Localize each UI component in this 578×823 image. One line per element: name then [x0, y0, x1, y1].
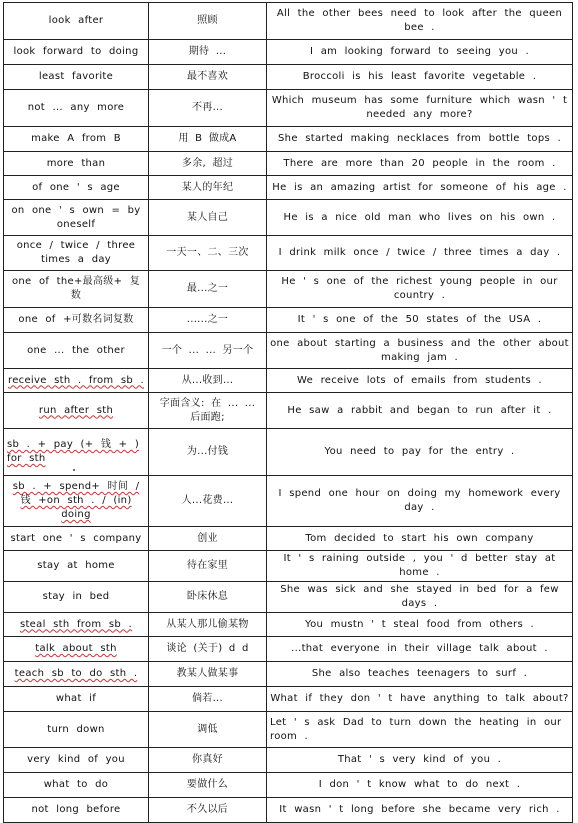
phrase-cell: of one ' s age: [4, 176, 149, 200]
phrase-cell: stay in bed: [4, 582, 149, 613]
table-row: [4, 90, 573, 127]
example-cell: I am looking forward to seeing you .: [267, 40, 573, 65]
table-row: [4, 176, 573, 200]
example-cell: It ' s one of the 50 states of the USA .: [267, 308, 573, 333]
phrase-cell: more than: [4, 152, 149, 176]
phrase-cell: [4, 429, 149, 476]
vocabulary-table-body: [4, 3, 573, 823]
table-row: [4, 798, 573, 823]
phrase-cell: stay at home: [4, 551, 149, 582]
example-cell: You mustn ' t steal food from others .: [267, 613, 573, 637]
table-row: [4, 662, 573, 687]
phrase-cell: look forward to doing: [4, 40, 149, 65]
table-row: [4, 200, 573, 236]
example-cell: He is an amazing artist for someone of his age .: [267, 176, 573, 200]
table-row: [4, 476, 573, 527]
table-row: [4, 333, 573, 369]
table-row: [4, 40, 573, 65]
meaning-cell: 调低: [149, 712, 267, 748]
meaning-cell: ......之一: [149, 308, 267, 333]
meaning-cell: 多余, 超过: [149, 152, 267, 176]
phrase-cell: least favorite: [4, 65, 149, 90]
meaning-cell: 待在家里: [149, 551, 267, 582]
phrase-cell: one of the+最高级+ 复数: [4, 271, 149, 308]
phrase-cell: [4, 637, 149, 662]
meaning-cell: 倘若...: [149, 687, 267, 712]
example-cell: Let ' s ask Dad to turn down the heating in our room .: [267, 712, 573, 748]
table-row: [4, 271, 573, 308]
table-row: [4, 687, 573, 712]
phrase-cell: [4, 393, 149, 429]
example-cell: All the other bees need to look after the queen bee .: [267, 3, 573, 40]
meaning-cell: 期待 ...: [149, 40, 267, 65]
table-row: [4, 127, 573, 152]
example-cell: That ' s very kind of you .: [267, 748, 573, 773]
meaning-cell: 不久以后: [149, 798, 267, 823]
phrase-cell: [4, 613, 149, 637]
example-cell: I drink milk once / twice / three times a day .: [267, 236, 573, 271]
phrase-cell: [4, 662, 149, 687]
table-row: [4, 65, 573, 90]
example-cell: What if they don ' t have anything to talk about?: [267, 687, 573, 712]
table-row: [4, 613, 573, 637]
table-row: [4, 308, 573, 333]
table-row: [4, 369, 573, 393]
table-row: [4, 429, 573, 476]
phrase-cell: one ... the other: [4, 333, 149, 369]
table-row: [4, 712, 573, 748]
meaning-cell: 用 B 做成A: [149, 127, 267, 152]
table-row: [4, 773, 573, 798]
phrase-text: run after sth: [38, 404, 114, 416]
meaning-cell: 最...之一: [149, 271, 267, 308]
meaning-cell: 教某人做某事: [149, 662, 267, 687]
example-cell: She was sick and she stayed in bed for a few days .: [267, 582, 573, 613]
example-cell: You need to pay for the entry .: [267, 429, 573, 476]
example-cell: She started making necklaces from bottle tops .: [267, 127, 573, 152]
meaning-cell: 从某人那儿偷某物: [149, 613, 267, 637]
example-cell: She also teaches teenagers to surf .: [267, 662, 573, 687]
phrase-cell: what if: [4, 687, 149, 712]
phrase-cell: not long before: [4, 798, 149, 823]
table-row: [4, 3, 573, 40]
table-row: [4, 748, 573, 773]
meaning-cell: 人...花费...: [149, 476, 267, 527]
meaning-cell: 要做什么: [149, 773, 267, 798]
table-row: [4, 236, 573, 271]
meaning-cell: 为...付钱: [149, 429, 267, 476]
example-cell: He is a nice old man who lives on his own .: [267, 200, 573, 236]
phrase-cell: not ... any more: [4, 90, 149, 127]
example-cell: Broccoli is his least favorite vegetable .: [267, 65, 573, 90]
phrase-text: sb . + spend+ 时间 / 钱 +on sth . / (in) doing: [12, 481, 140, 520]
meaning-cell: 某人的年纪: [149, 176, 267, 200]
example-cell: Which museum has some furniture which wasn ' t needed any more?: [267, 90, 573, 127]
example-cell: I spend one hour on doing my homework every day .: [267, 476, 573, 527]
table-row: [4, 152, 573, 176]
phrase-cell: very kind of you: [4, 748, 149, 773]
meaning-cell: 某人自己: [149, 200, 267, 236]
example-cell: It ' s raining outside , you ' d better stay at home .: [267, 551, 573, 582]
meaning-cell: 你真好: [149, 748, 267, 773]
example-cell: ...that everyone in their village talk about .: [267, 637, 573, 662]
phrase-text: steal sth from sb .: [19, 618, 133, 630]
example-cell: Tom decided to start his own company: [267, 527, 573, 551]
phrase-cell: [4, 369, 149, 393]
table-row: [4, 527, 573, 551]
table-row: [4, 551, 573, 582]
phrase-cell: start one ' s company: [4, 527, 149, 551]
phrase-cell: turn down: [4, 712, 149, 748]
phrase-text: receive sth . from sb .: [8, 374, 144, 386]
phrase-cell: look after: [4, 3, 149, 40]
phrase-cell: what to do: [4, 773, 149, 798]
meaning-cell: 从...收到...: [149, 369, 267, 393]
phrase-cell: one of +可数名词复数: [4, 308, 149, 333]
meaning-cell: 一天一、二、三次: [149, 236, 267, 271]
meaning-cell: 谈论 (关于) d d: [149, 637, 267, 662]
example-cell: He ' s one of the richest young people in our country .: [267, 271, 573, 308]
phrase-cell: make A from B: [4, 127, 149, 152]
phrase-cell: [4, 476, 149, 527]
meaning-cell: 照顾: [149, 3, 267, 40]
table-row: [4, 582, 573, 613]
phrase-cell: on one ' s own = by oneself: [4, 200, 149, 236]
example-cell: It wasn ' t long before she became very rich .: [267, 798, 573, 823]
meaning-cell: 最不喜欢: [149, 65, 267, 90]
meaning-cell: 卧床休息: [149, 582, 267, 613]
stray-dot-mark: [73, 469, 75, 471]
example-cell: I don ' t know what to do next .: [267, 773, 573, 798]
example-cell: We receive lots of emails from students .: [267, 369, 573, 393]
meaning-cell: 一个 ... ... 另一个: [149, 333, 267, 369]
example-cell: one about starting a business and the other about making jam .: [267, 333, 573, 369]
meaning-cell: 字面含义: 在 ... ... 后面跑;: [149, 393, 267, 429]
phrase-text: sb . + pay (+ 钱 + ) for sth: [7, 439, 140, 464]
meaning-cell: 不再...: [149, 90, 267, 127]
phrase-text: talk about sth: [35, 643, 117, 654]
table-row: [4, 393, 573, 429]
phrase-text: teach sb to do sth .: [14, 668, 138, 679]
example-cell: He saw a rabbit and began to run after it .: [267, 393, 573, 429]
phrase-cell: once / twice / three times a day: [4, 236, 149, 271]
vocabulary-table: [3, 2, 573, 823]
table-row: [4, 637, 573, 662]
meaning-cell: 创业: [149, 527, 267, 551]
example-cell: There are more than 20 people in the room .: [267, 152, 573, 176]
